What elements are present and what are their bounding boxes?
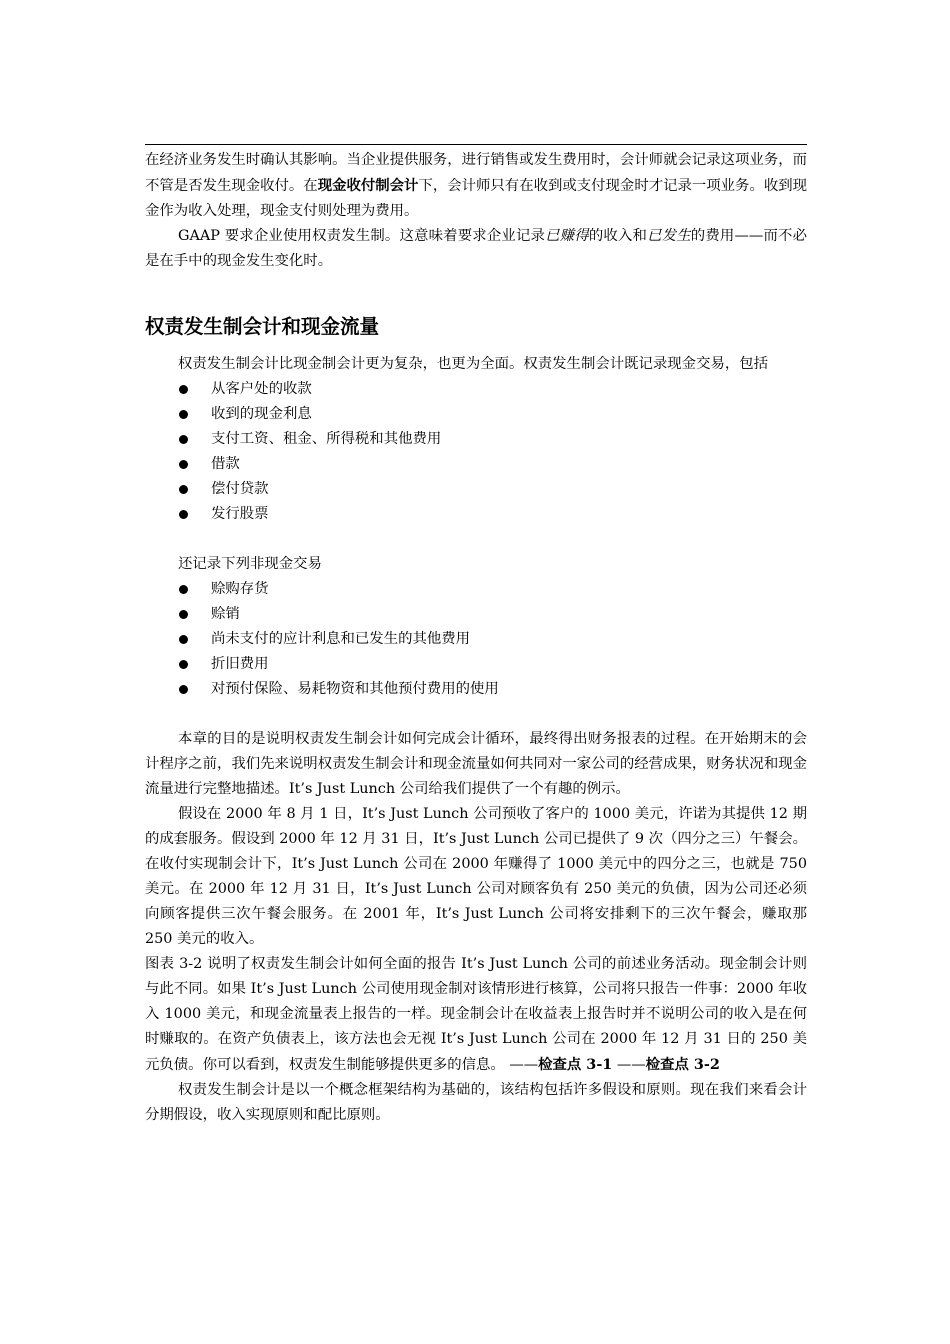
section-paragraph-4	[145, 952, 807, 1078]
list-item-label: 从客户处的收款	[211, 381, 312, 397]
list-item	[145, 452, 807, 477]
text-run: ——	[612, 1057, 646, 1073]
section-paragraph-2: 本章的目的是说明权责发生制会计如何完成会计循环，最终得出财务报表的过程。在开始期末的会计程序之前，我们先来说明权责发生制会计和现金流量如何共同对一家公司的经营成果，财务状况和现金流量进行完整地描述。It’s Just Lunch 公司给我们提供了一个有趣的例示。	[145, 731, 807, 797]
list-item	[145, 577, 807, 602]
list-item-label: 赊购存货	[211, 581, 269, 597]
bullet-icon	[179, 510, 188, 519]
list-item	[145, 502, 807, 527]
bullet-icon	[179, 585, 188, 594]
noncash-intro: 还记录下列非现金交易	[178, 556, 322, 572]
section-paragraph-5: 权责发生制会计是以一个概念框架结构为基础的，该结构包括许多假设和原则。现在我们来看会计分期假设，收入实现原则和配比原则。	[145, 1082, 807, 1123]
text-run: 的收入和	[588, 228, 648, 244]
list-item	[145, 677, 807, 702]
list-item-label: 折旧费用	[211, 656, 269, 672]
bullet-icon	[179, 660, 188, 669]
spacer	[145, 527, 807, 552]
bullet-icon	[179, 685, 188, 694]
document-page	[145, 144, 807, 1128]
noncash-transactions-list	[145, 577, 807, 702]
italic-term-incurred: 已发生	[647, 228, 691, 244]
text-run: 的费用——而不必是在手中的现金发生变化时。	[145, 228, 807, 269]
list-item-label: 赊销	[211, 606, 240, 622]
list-item-label: 借款	[211, 456, 240, 472]
list-item-label: 收到的现金利息	[211, 406, 312, 422]
list-item-label: 发行股票	[211, 506, 269, 522]
list-item	[145, 377, 807, 402]
text-run: 下，会计师只有在收到或支付现金时才记录一项业务。收到现金作为收入处理，现金支付则处理为费用。	[145, 178, 808, 219]
list-item-label: 对预付保险、易耗物资和其他预付费用的使用	[211, 681, 499, 697]
cash-transactions-list	[145, 377, 807, 527]
list-item	[145, 602, 807, 627]
intro-paragraph-1	[145, 148, 807, 224]
list-item-label: 支付工资、租金、所得税和其他费用	[211, 431, 442, 447]
bullet-icon	[179, 460, 188, 469]
list-item	[145, 627, 807, 652]
bullet-icon	[179, 485, 188, 494]
header-rule	[145, 144, 807, 145]
section-heading: 权责发生制会计和现金流量	[145, 315, 380, 338]
text-run: GAAP 要求企业使用权责发生制。这意味着要求企业记录	[178, 228, 546, 244]
intro-paragraph-2	[145, 224, 807, 274]
list-item	[145, 427, 807, 452]
list-item	[145, 477, 807, 502]
italic-term-earned: 已赚得	[545, 228, 589, 244]
text-run: 图表 3-2 说明了权责发生制会计如何全面的报告 It’s Just Lunch 公司的前述业务活动。现金制会计则与此不同。如果 It’s Just Lunch 公司使用现金制对该情形进行核算，公司将只报告一件事：2000 年收入 1000 美元，和现金流量表上报告的一样。现金制会计在收益表上报告时并不说明公司的收入是在何时赚取的。在资产负债表上，该方法也会无视 It’s Just Lunch 公司在 2000 年 12 月 31 日的 250 美元负债。你可以看到，权责发生制能够提供更多的信息。 ——	[145, 956, 807, 1073]
bullet-icon	[179, 635, 188, 644]
bullet-icon	[179, 435, 188, 444]
text-run: 在经济业务发生时确认其影响。当企业提供服务，进行销售或发生费用时，会计师就会记录这项业务，而不管是否发生现金收付。在	[145, 152, 807, 194]
bold-term-cash-basis: 现金收付制会计	[317, 177, 419, 194]
bullet-icon	[179, 385, 188, 394]
checkpoint-3-2: 检查点 3-2	[645, 1056, 720, 1073]
list-item	[145, 402, 807, 427]
bullet-icon	[179, 410, 188, 419]
spacer	[145, 702, 807, 727]
checkpoint-3-1: 检查点 3-1	[538, 1056, 613, 1073]
section-paragraph-3: 假设在 2000 年 8 月 1 日，It’s Just Lunch 公司预收了客户的 1000 美元，许诺为其提供 12 期的成套服务。假设到 2000 年 12 月 31 日，It’s Just Lunch 公司已提供了 9 次（四分之三）午餐会。在收付实现制会计下，It’s Just Lunch 公司在 2000 年赚得了 1000 美元中的四分之三，也就是 750 美元。在 2000 年 12 月 31 日，It’s Just Lunch 公司对顾客负有 250 美元的负债，因为公司还必须向顾客提供三次午餐会服务。在 2001 年，It’s Just Lunch 公司将安排剩下的三次午餐会，赚取那 250 美元的收入。	[145, 806, 807, 947]
list-item	[145, 652, 807, 677]
list-item-label: 偿付贷款	[211, 481, 269, 497]
list-item-label: 尚未支付的应计利息和已发生的其他费用	[211, 631, 471, 647]
bullet-icon	[179, 610, 188, 619]
section-paragraph-1: 权责发生制会计比现金制会计更为复杂，也更为全面。权责发生制会计既记录现金交易，包括	[178, 356, 769, 372]
